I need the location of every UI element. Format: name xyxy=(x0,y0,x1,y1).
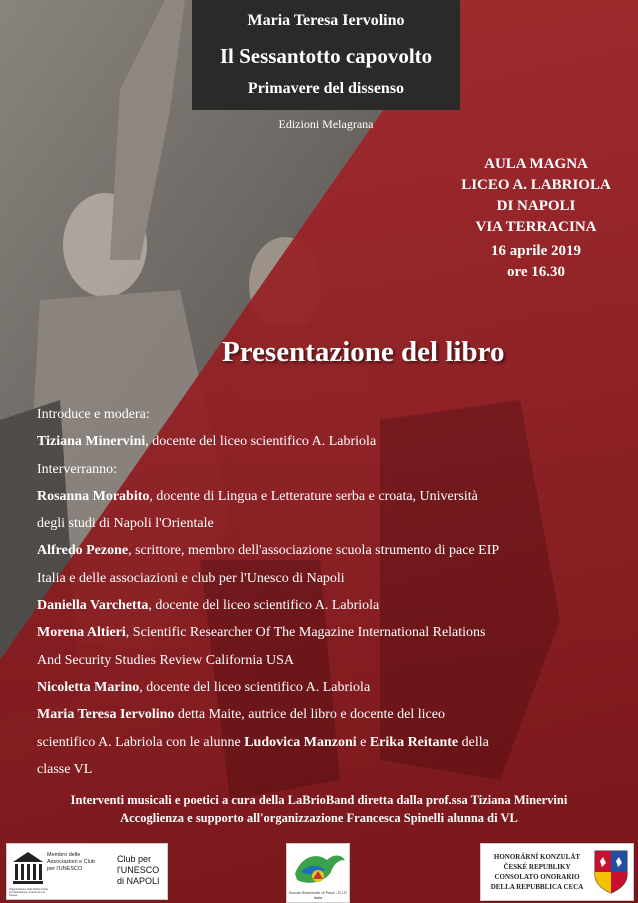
unesco-membership-text: Membro delle Associazioni e Club per l'UNESCO xyxy=(47,852,95,872)
speaker-line-cont: degli studi di Napoli l'Orientale xyxy=(37,516,214,532)
speakers-label: Interverranno: xyxy=(37,461,118,477)
event-heading: Presentazione del libro xyxy=(222,336,505,368)
event-time: ore 16.30 xyxy=(506,264,566,280)
eip-logo xyxy=(286,843,350,903)
speaker-name: Daniella Varchetta xyxy=(37,598,149,614)
dove-icon xyxy=(287,846,349,894)
unesco-club-logo xyxy=(6,843,168,900)
speaker-name: Alfredo Pezone xyxy=(37,543,129,559)
moderator-line xyxy=(37,428,627,455)
speaker-name: Maria Teresa Iervolino xyxy=(37,707,175,723)
footer-note xyxy=(0,791,638,827)
speaker-role: , docente del liceo scientifico A. Labriola xyxy=(139,679,371,695)
speaker-role: detta Maite, autrice del libro e docente del liceo xyxy=(174,707,445,723)
consulate-line: HONORÁRNÍ KONZULÁT xyxy=(493,853,581,861)
speaker-name: Rosanna Morabito xyxy=(37,488,150,504)
speaker-line xyxy=(37,674,627,701)
unesco-org-text: Organizzazione delle Nazioni Unite per l'Educazione, la Scienza e la Cultura xyxy=(9,888,48,897)
unesco-club-text: Club per l'UNESCO di NAPOLI xyxy=(117,854,160,886)
consulate-line: CONSOLATO ONORARIO xyxy=(494,873,580,881)
footer-line: Interventi musicali e poetici a cura della LaBrioBand diretta dalla prof.ssa Tiziana Minervini xyxy=(70,793,568,807)
speaker-line-cont: And Security Studies Review California USA xyxy=(37,652,295,668)
czech-coat-of-arms-icon xyxy=(593,849,629,895)
book-author: Maria Teresa Iervolino xyxy=(247,12,405,29)
speaker-role: , docente del liceo scientifico A. Labriola xyxy=(148,598,380,614)
speaker-line xyxy=(37,537,627,564)
speaker-line xyxy=(37,592,627,619)
event-date: 16 aprile 2019 xyxy=(491,243,581,259)
speaker-line-cont xyxy=(37,729,627,756)
program xyxy=(37,401,627,783)
speaker-role: scientifico A. Labriola con le alunne xyxy=(37,734,245,750)
speaker-name: Tiziana Minervini xyxy=(37,434,146,450)
speaker-role: , Scientific Researcher Of The Magazine International Relations xyxy=(125,625,486,641)
speaker-line-cont: Italia e delle associazioni e club per l'Unesco di Napoli xyxy=(37,570,345,586)
speaker-name: Nicoletta Marino xyxy=(37,679,140,695)
student-name: Erika Reitante xyxy=(369,734,459,750)
speaker-role: , scrittore, membro dell'associazione scuola strumento di pace EIP xyxy=(128,543,500,559)
intro-label: Introduce e modera: xyxy=(37,407,150,422)
speaker-line xyxy=(37,483,627,510)
venue-block xyxy=(440,154,632,283)
speaker-line xyxy=(37,619,627,646)
venue-line: DI NAPOLI xyxy=(496,198,576,214)
speaker-line-cont: classe VL xyxy=(37,761,93,777)
speaker-line xyxy=(37,701,627,728)
footer-line: Accoglienza e supporto all'organizzazione Francesca Spinelli alunna di VL xyxy=(120,811,518,825)
speaker-role: , docente di Lingua e Letterature serba e croata, Università xyxy=(149,488,478,504)
publisher: Edizioni Melagrana xyxy=(278,117,374,131)
book-subtitle: Primavere del dissenso xyxy=(247,80,405,97)
conjunction: e xyxy=(356,734,370,750)
speaker-name: Morena Altieri xyxy=(37,625,126,641)
student-name: Ludovica Manzoni xyxy=(244,734,357,750)
czech-consulate-logo xyxy=(480,843,634,901)
venue-line: VIA TERRACINA xyxy=(475,219,597,235)
book-title: Il Sessantotto capovolto xyxy=(219,44,433,68)
consulate-line: ČESKÉ REPUBLIKY xyxy=(503,863,571,871)
speaker-role: della xyxy=(458,734,489,750)
eip-text: Scuola Strumento di Pace - E.I.P. Italia xyxy=(288,890,348,900)
speaker-role: , docente del liceo scientifico A. Labriola xyxy=(145,434,377,450)
consulate-text xyxy=(483,852,591,892)
unesco-temple-icon xyxy=(11,850,45,890)
venue-line: LICEO A. LABRIOLA xyxy=(461,177,611,193)
venue-line: AULA MAGNA xyxy=(484,156,588,172)
consulate-line: DELLA REPUBBLICA CECA xyxy=(490,883,584,891)
